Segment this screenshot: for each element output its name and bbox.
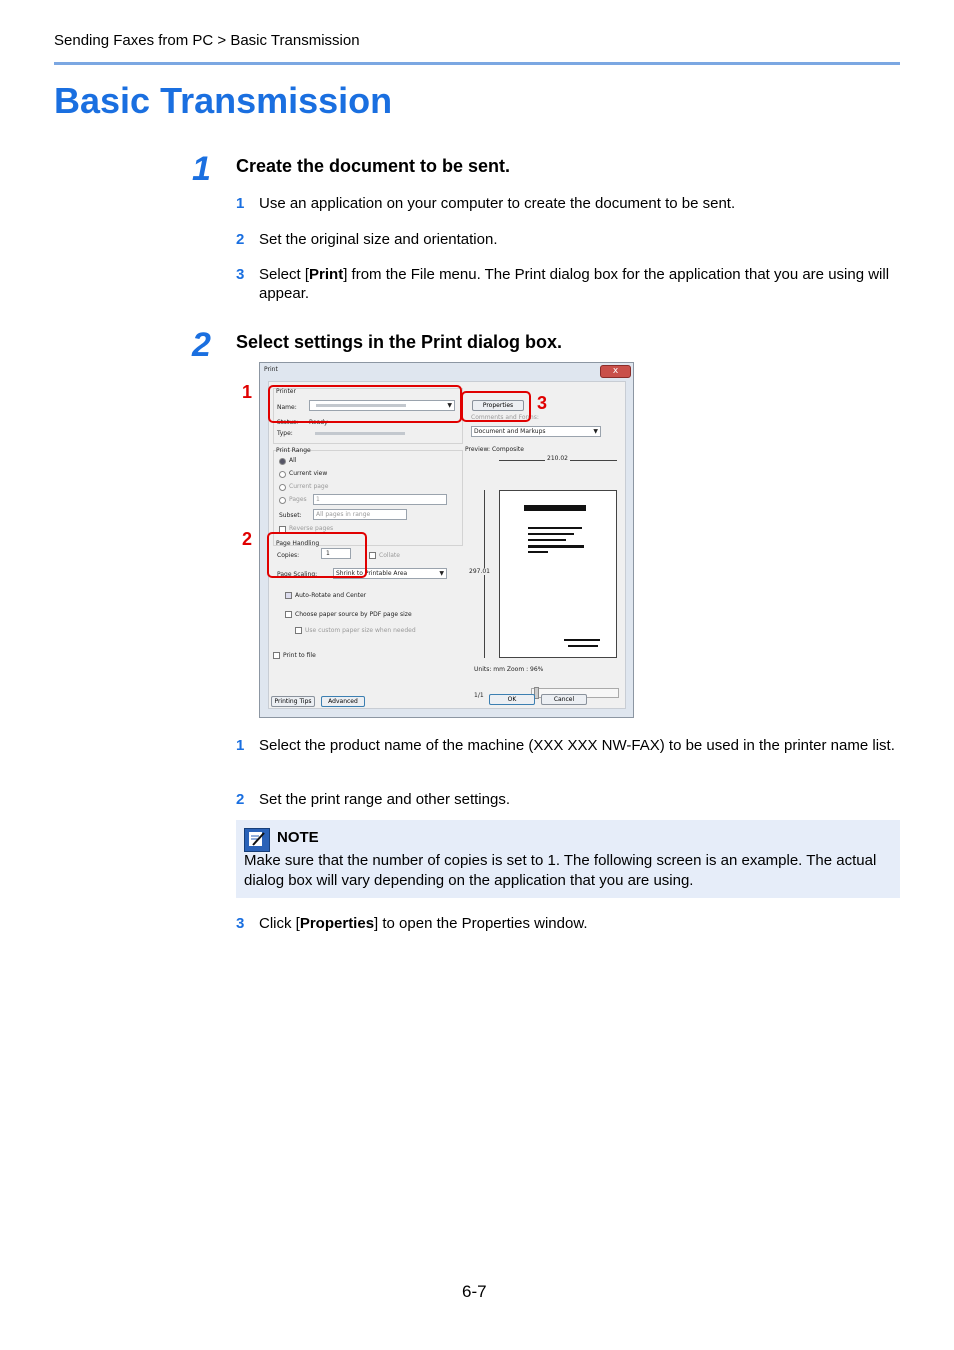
height-dimension: 297.01 (469, 568, 490, 575)
item-number: 2 (236, 231, 245, 248)
paper-source-label: Choose paper source by PDF page size (295, 611, 412, 618)
item-text: Set the original size and orientation. (259, 231, 498, 248)
status-value: Ready (309, 419, 328, 426)
page-indicator: 1/1 (474, 692, 484, 699)
item-text: Use an application on your computer to create the document to be sent. (259, 195, 736, 212)
printing-tips-button[interactable]: Printing Tips (271, 696, 315, 707)
range-current-page-label: Current page (289, 483, 329, 490)
note-pencil-icon (244, 828, 270, 852)
paper-source-checkbox[interactable] (285, 611, 292, 618)
properties-button[interactable]: Properties (472, 400, 524, 411)
chevron-down-icon: ▼ (439, 570, 444, 577)
units-zoom: Units: mm Zoom : 96% (474, 666, 544, 673)
item-text-post: ] to open the Properties window. (374, 915, 588, 932)
callout-number-3: 3 (537, 393, 548, 413)
pages-input[interactable]: 1 (313, 494, 447, 505)
width-dimension: 210.02 (547, 455, 568, 462)
custom-paper-label: Use custom paper size when needed (305, 627, 416, 634)
callout-number-1: 1 (242, 382, 253, 402)
range-all-radio[interactable] (279, 458, 286, 465)
collate-checkbox[interactable] (369, 552, 376, 559)
collate-label: Collate (379, 552, 400, 559)
step-2-item-1 (236, 736, 899, 755)
preview-text-line (528, 545, 584, 548)
item-text: Select the product name of the machine (XXX XXX NW-FAX) to be used in the printer name list. (259, 737, 895, 754)
page-scaling-label: Page Scaling: (277, 571, 318, 578)
chevron-down-icon: ▼ (447, 402, 452, 409)
breadcrumb: Sending Faxes from PC > Basic Transmission (54, 32, 360, 49)
cancel-button[interactable]: Cancel (541, 694, 587, 705)
preview-label: Preview: Composite (465, 446, 524, 453)
callout-box-copies (267, 532, 367, 578)
item-number: 2 (236, 791, 245, 808)
comments-value: Document and Markups (474, 428, 546, 435)
header-divider (54, 62, 900, 65)
auto-rotate-checkbox[interactable] (285, 592, 292, 599)
print-to-file-label: Print to file (283, 652, 316, 659)
note-title: NOTE (277, 829, 319, 846)
subset-value: All pages in range (316, 511, 371, 518)
item-text-pre: Click [ (259, 915, 300, 932)
ok-button[interactable]: OK (489, 694, 535, 705)
range-current-view-radio[interactable] (279, 471, 286, 478)
item-number: 3 (236, 266, 245, 283)
range-pages-radio[interactable] (279, 497, 286, 504)
item-text: Set the print range and other settings. (259, 791, 510, 808)
dialog-title: Print (264, 366, 278, 373)
preview-text-line (528, 539, 566, 541)
preview-text-line (528, 527, 582, 529)
item-text-post: ] from the File menu. The Print dialog box for the application that you are using will appear. (259, 266, 890, 302)
print-range-label: Print Range (276, 447, 311, 454)
subset-label: Subset: (279, 512, 302, 519)
item-number: 1 (236, 737, 245, 754)
step-1-item-2 (236, 230, 899, 249)
note-text: Make sure that the number of copies is set to 1. The following screen is an example. The actual dialog box will vary depending on the application that you are using. (244, 852, 877, 889)
copies-label: Copies: (277, 552, 300, 559)
subset-select[interactable] (313, 509, 407, 520)
item-text-pre: Select [ (259, 266, 310, 283)
page-title: Basic Transmission (54, 80, 393, 121)
comments-label: Comments and Forms: (471, 414, 539, 421)
item-text-bold: Print (309, 266, 344, 283)
callout-box-printer-name (268, 385, 462, 423)
copies-input[interactable]: 1 (321, 548, 351, 559)
status-label: Status: (277, 419, 299, 426)
preview-text-line (528, 533, 574, 535)
close-icon[interactable]: x (600, 365, 631, 378)
print-to-file-checkbox[interactable] (273, 652, 280, 659)
printer-type-blurred (315, 432, 405, 435)
step-1-heading: Create the document to be sent. (236, 156, 511, 176)
range-current-view-label: Current view (289, 470, 328, 477)
name-label: Name: (277, 404, 297, 411)
advanced-button[interactable]: Advanced (321, 696, 365, 707)
note-box (236, 820, 900, 898)
step-1-number: 1 (192, 150, 211, 188)
auto-rotate-label: Auto-Rotate and Center (295, 592, 367, 599)
type-label: Type: (277, 430, 293, 437)
range-pages-label: Pages (289, 496, 307, 503)
page-handling-label: Page Handling (276, 540, 320, 547)
step-1-item-1 (236, 194, 899, 213)
step-2-item-3 (236, 914, 899, 933)
page-number: 6-7 (462, 1282, 487, 1301)
item-text-bold: Properties (299, 915, 375, 932)
step-2-number: 2 (192, 326, 211, 364)
page-preview (499, 490, 617, 658)
range-all-label: All (289, 457, 297, 464)
page-scaling-value: Shrink to Printable Area (336, 570, 408, 577)
preview-text-line (564, 639, 600, 641)
preview-text-line (568, 645, 598, 647)
item-number: 1 (236, 195, 245, 212)
callout-box-properties (461, 391, 531, 422)
chevron-down-icon: ▼ (593, 428, 598, 435)
item-number: 3 (236, 915, 245, 932)
reverse-pages-label: Reverse pages (289, 525, 334, 532)
custom-paper-checkbox[interactable] (295, 627, 302, 634)
preview-text-line (524, 505, 586, 511)
printer-group-label: Printer (276, 388, 296, 395)
range-current-page-radio[interactable] (279, 484, 286, 491)
step-2-item-2 (236, 790, 899, 809)
preview-text-line (528, 551, 548, 553)
callout-number-2: 2 (242, 529, 253, 549)
step-1-item-3 (236, 265, 899, 303)
comments-select[interactable] (471, 426, 601, 437)
step-2-heading: Select settings in the Print dialog box. (236, 332, 563, 352)
